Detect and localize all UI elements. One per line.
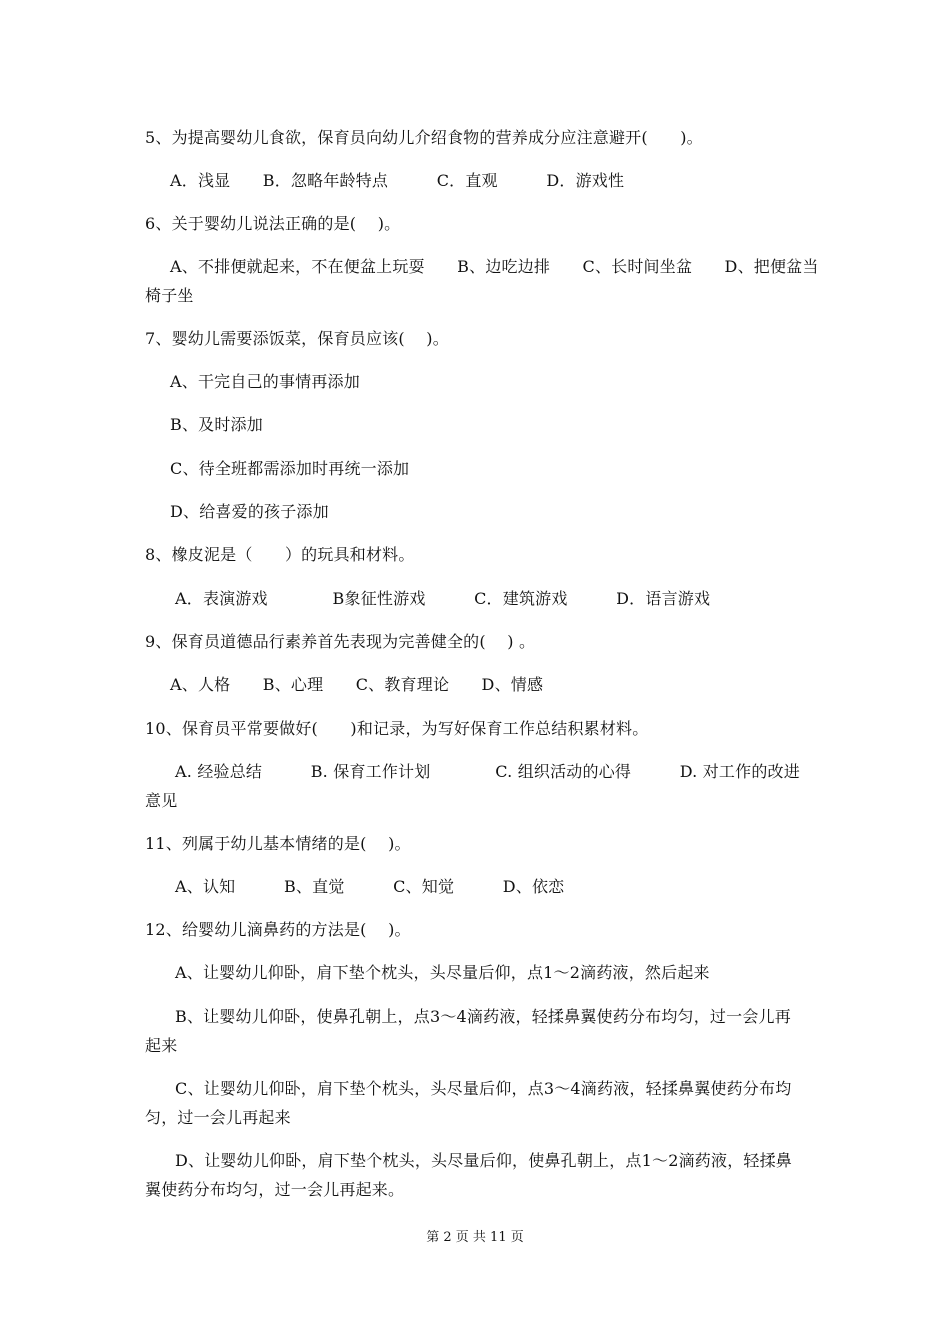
- question-10: 10、保育员平常要做好( )和记录，为写好保育工作总结积累材料。: [145, 719, 649, 738]
- question-7-option-a: A、干完自己的事情再添加: [170, 372, 360, 391]
- page-footer: 第 2 页 共 11 页: [426, 1230, 524, 1245]
- question-10-options-cont: 意见: [145, 791, 178, 810]
- question-7-option-b: B、及时添加: [170, 415, 263, 434]
- question-12-option-b: B、让婴幼儿仰卧，使鼻孔朝上，点3～4滴药液，轻揉鼻翼使药分布均匀，过一会儿再: [175, 1007, 791, 1026]
- question-12-option-c: C、让婴幼儿仰卧，肩下垫个枕头，头尽量后仰，点3～4滴药液，轻揉鼻翼使药分布均: [175, 1079, 792, 1098]
- question-5-options: A．浅显 B．忽略年龄特点 C．直观 D．游戏性: [170, 171, 625, 190]
- question-8: 8、橡皮泥是（ ）的玩具和材料。: [145, 545, 415, 564]
- question-12-option-a: A、让婴幼儿仰卧，肩下垫个枕头，头尽量后仰，点1～2滴药液，然后起来: [175, 963, 710, 982]
- question-12-option-b-cont: 起来: [145, 1036, 178, 1055]
- question-7-option-d: D、给喜爱的孩子添加: [170, 502, 329, 521]
- question-12-option-c-cont: 匀，过一会儿再起来: [145, 1108, 291, 1127]
- question-6: 6、关于婴幼儿说法正确的是( )。: [145, 214, 401, 233]
- question-10-options: A. 经验总结 B. 保育工作计划 C. 组织活动的心得 D. 对工作的改进: [175, 762, 800, 781]
- question-7: 7、婴幼儿需要添饭菜，保育员应该( )。: [145, 329, 449, 348]
- question-5: 5、为提高婴幼儿食欲，保育员向幼儿介绍食物的营养成分应注意避开( )。: [145, 128, 703, 147]
- question-12-option-d: D、让婴幼儿仰卧，肩下垫个枕头，头尽量后仰，使鼻孔朝上，点1～2滴药液，轻揉鼻: [175, 1151, 792, 1170]
- question-11-options: A、认知 B、直觉 C、知觉 D、依恋: [175, 877, 565, 896]
- question-6-options: A、不排便就起来，不在便盆上玩耍 B、边吃边排 C、长时间坐盆 D、把便盆当: [170, 257, 819, 276]
- question-12-option-d-cont: 翼使药分布均匀，过一会儿再起来。: [145, 1180, 405, 1199]
- question-6-options-cont: 椅子坐: [145, 286, 194, 305]
- question-8-options: A．表演游戏 B象征性游戏 C．建筑游戏 D．语言游戏: [175, 589, 711, 608]
- question-9: 9、保育员道德品行素养首先表现为完善健全的( ) 。: [145, 632, 536, 651]
- question-12: 12、给婴幼儿滴鼻药的方法是( )。: [145, 920, 411, 939]
- question-11: 11、列属于幼儿基本情绪的是( )。: [145, 834, 411, 853]
- question-9-options: A、人格 B、心理 C、教育理论 D、情感: [170, 675, 544, 694]
- question-7-option-c: C、待全班都需添加时再统一添加: [170, 459, 410, 478]
